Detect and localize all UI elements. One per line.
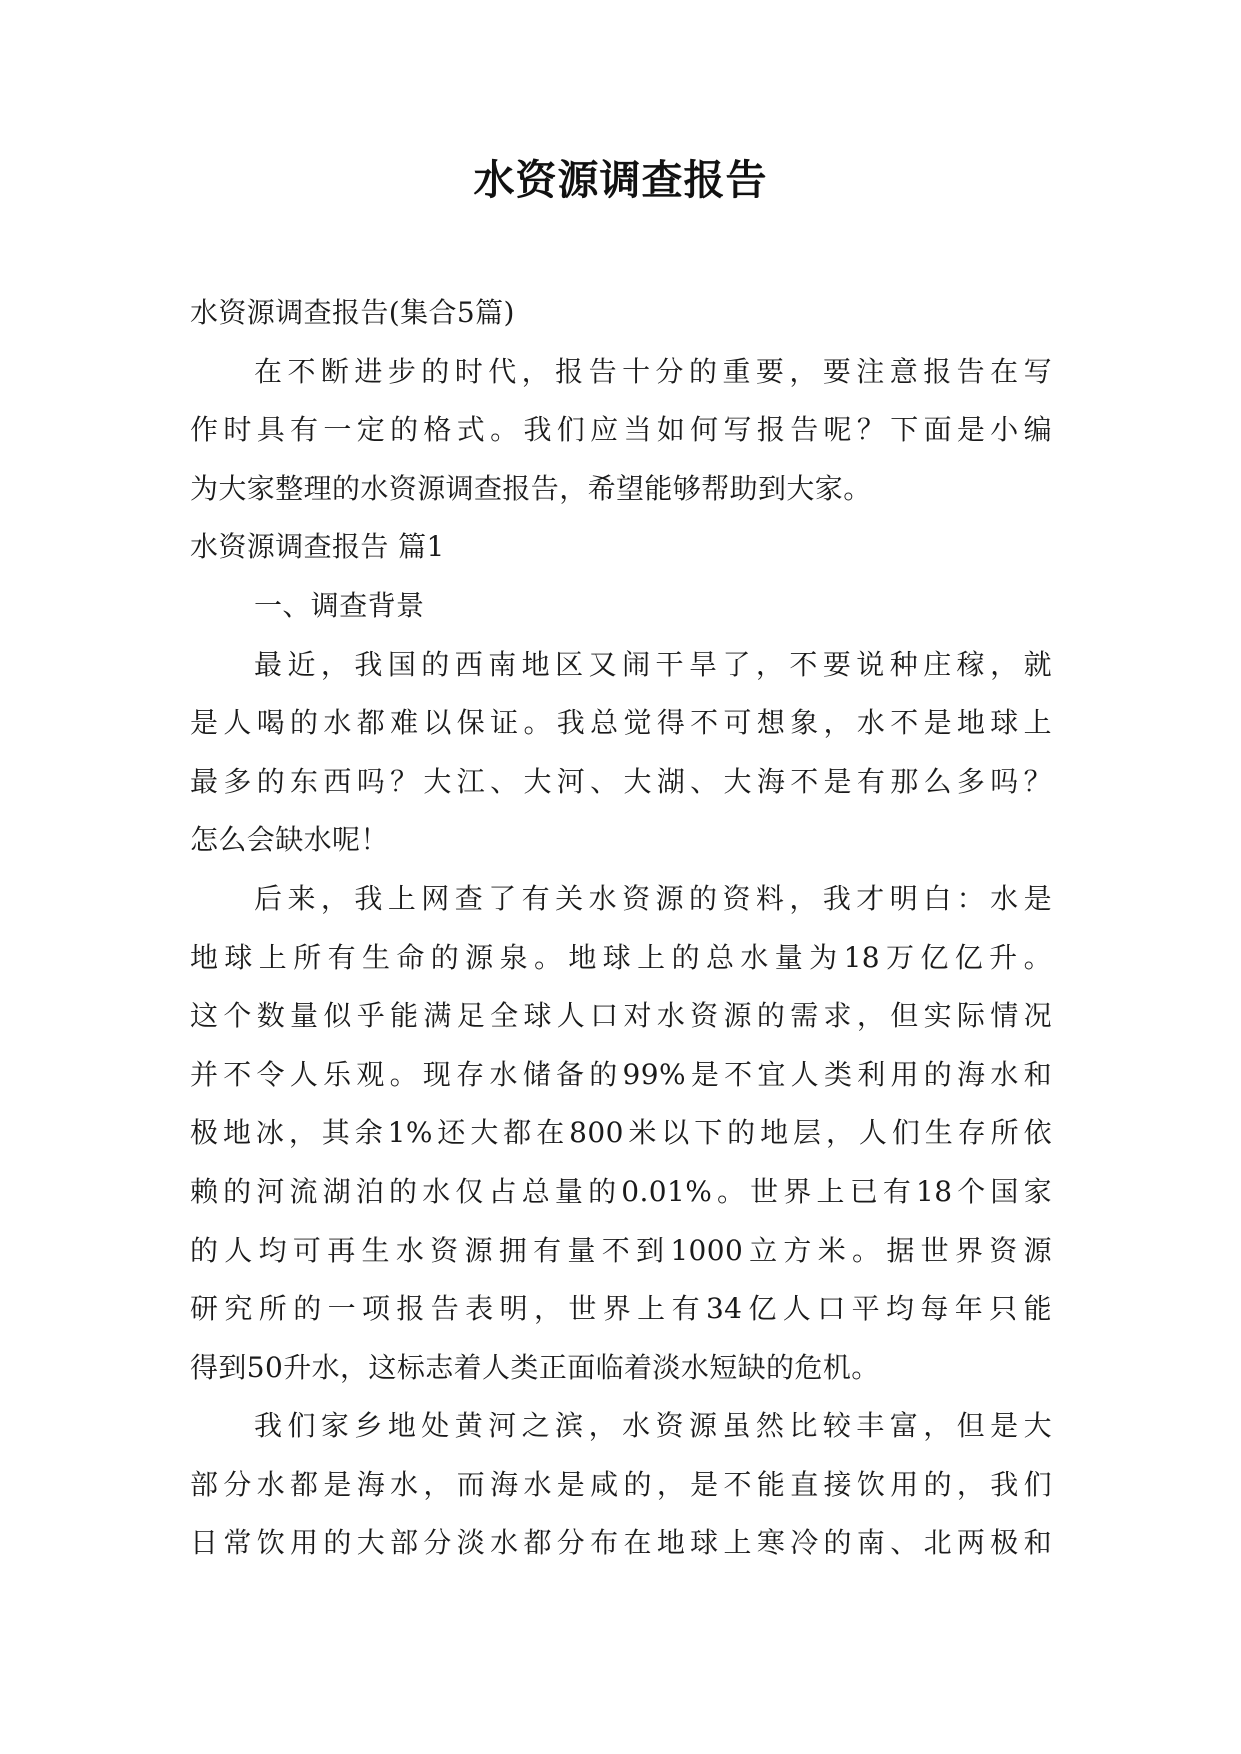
text-line: 后来，我上网查了有关水资源的资料，我才明白：水是 bbox=[254, 881, 1052, 915]
text-line: 的人均可再生水资源拥有量不到1000立方米。据世界资源 bbox=[190, 1233, 1052, 1267]
text-line: 这个数量似乎能满足全球人口对水资源的需求，但实际情况 bbox=[190, 999, 1052, 1033]
document-body bbox=[190, 284, 1052, 1573]
text-line: 赖的河流湖泊的水仅占总量的0.01%。世界上已有18个国家 bbox=[190, 1174, 1052, 1208]
text-line: 研究所的一项报告表明，世界上有34亿人口平均每年只能 bbox=[190, 1292, 1052, 1326]
text-line: 水资源调查报告 篇1 bbox=[190, 530, 445, 564]
text-line: 作时具有一定的格式。我们应当如何写报告呢？下面是小编 bbox=[190, 413, 1052, 447]
text-line: 地球上所有生命的源泉。地球上的总水量为18万亿亿升。 bbox=[190, 940, 1052, 974]
text-line: 最近，我国的西南地区又闹干旱了，不要说种庄稼，就 bbox=[254, 647, 1052, 681]
text-line: 在不断进步的时代，报告十分的重要，要注意报告在写 bbox=[254, 354, 1052, 388]
text-line: 日常饮用的大部分淡水都分布在地球上寒冷的南、北两极和 bbox=[190, 1526, 1052, 1560]
text-line: 并不令人乐观。现存水储备的99%是不宜人类利用的海水和 bbox=[190, 1057, 1052, 1091]
text-line: 为大家整理的水资源调查报告，希望能够帮助到大家。 bbox=[190, 471, 872, 505]
document-title: 水资源调查报告 bbox=[473, 156, 768, 204]
text-line: 怎么会缺水呢！ bbox=[190, 823, 389, 857]
text-line: 我们家乡地处黄河之滨，水资源虽然比较丰富，但是大 bbox=[254, 1409, 1052, 1443]
text-line: 一、调查背景 bbox=[254, 588, 425, 622]
text-line: 极地冰，其余1%还大都在800米以下的地层，人们生存所依 bbox=[190, 1116, 1052, 1150]
text-line: 部分水都是海水，而海水是咸的，是不能直接饮用的，我们 bbox=[190, 1467, 1052, 1501]
text-line: 得到50升水，这标志着人类正面临着淡水短缺的危机。 bbox=[190, 1350, 880, 1384]
text-line: 水资源调查报告(集合5篇) bbox=[190, 296, 515, 329]
text-line: 是人喝的水都难以保证。我总觉得不可想象，水不是地球上 bbox=[190, 706, 1052, 740]
text-line: 最多的东西吗？大江、大河、大湖、大海不是有那么多吗？ bbox=[190, 764, 1052, 798]
